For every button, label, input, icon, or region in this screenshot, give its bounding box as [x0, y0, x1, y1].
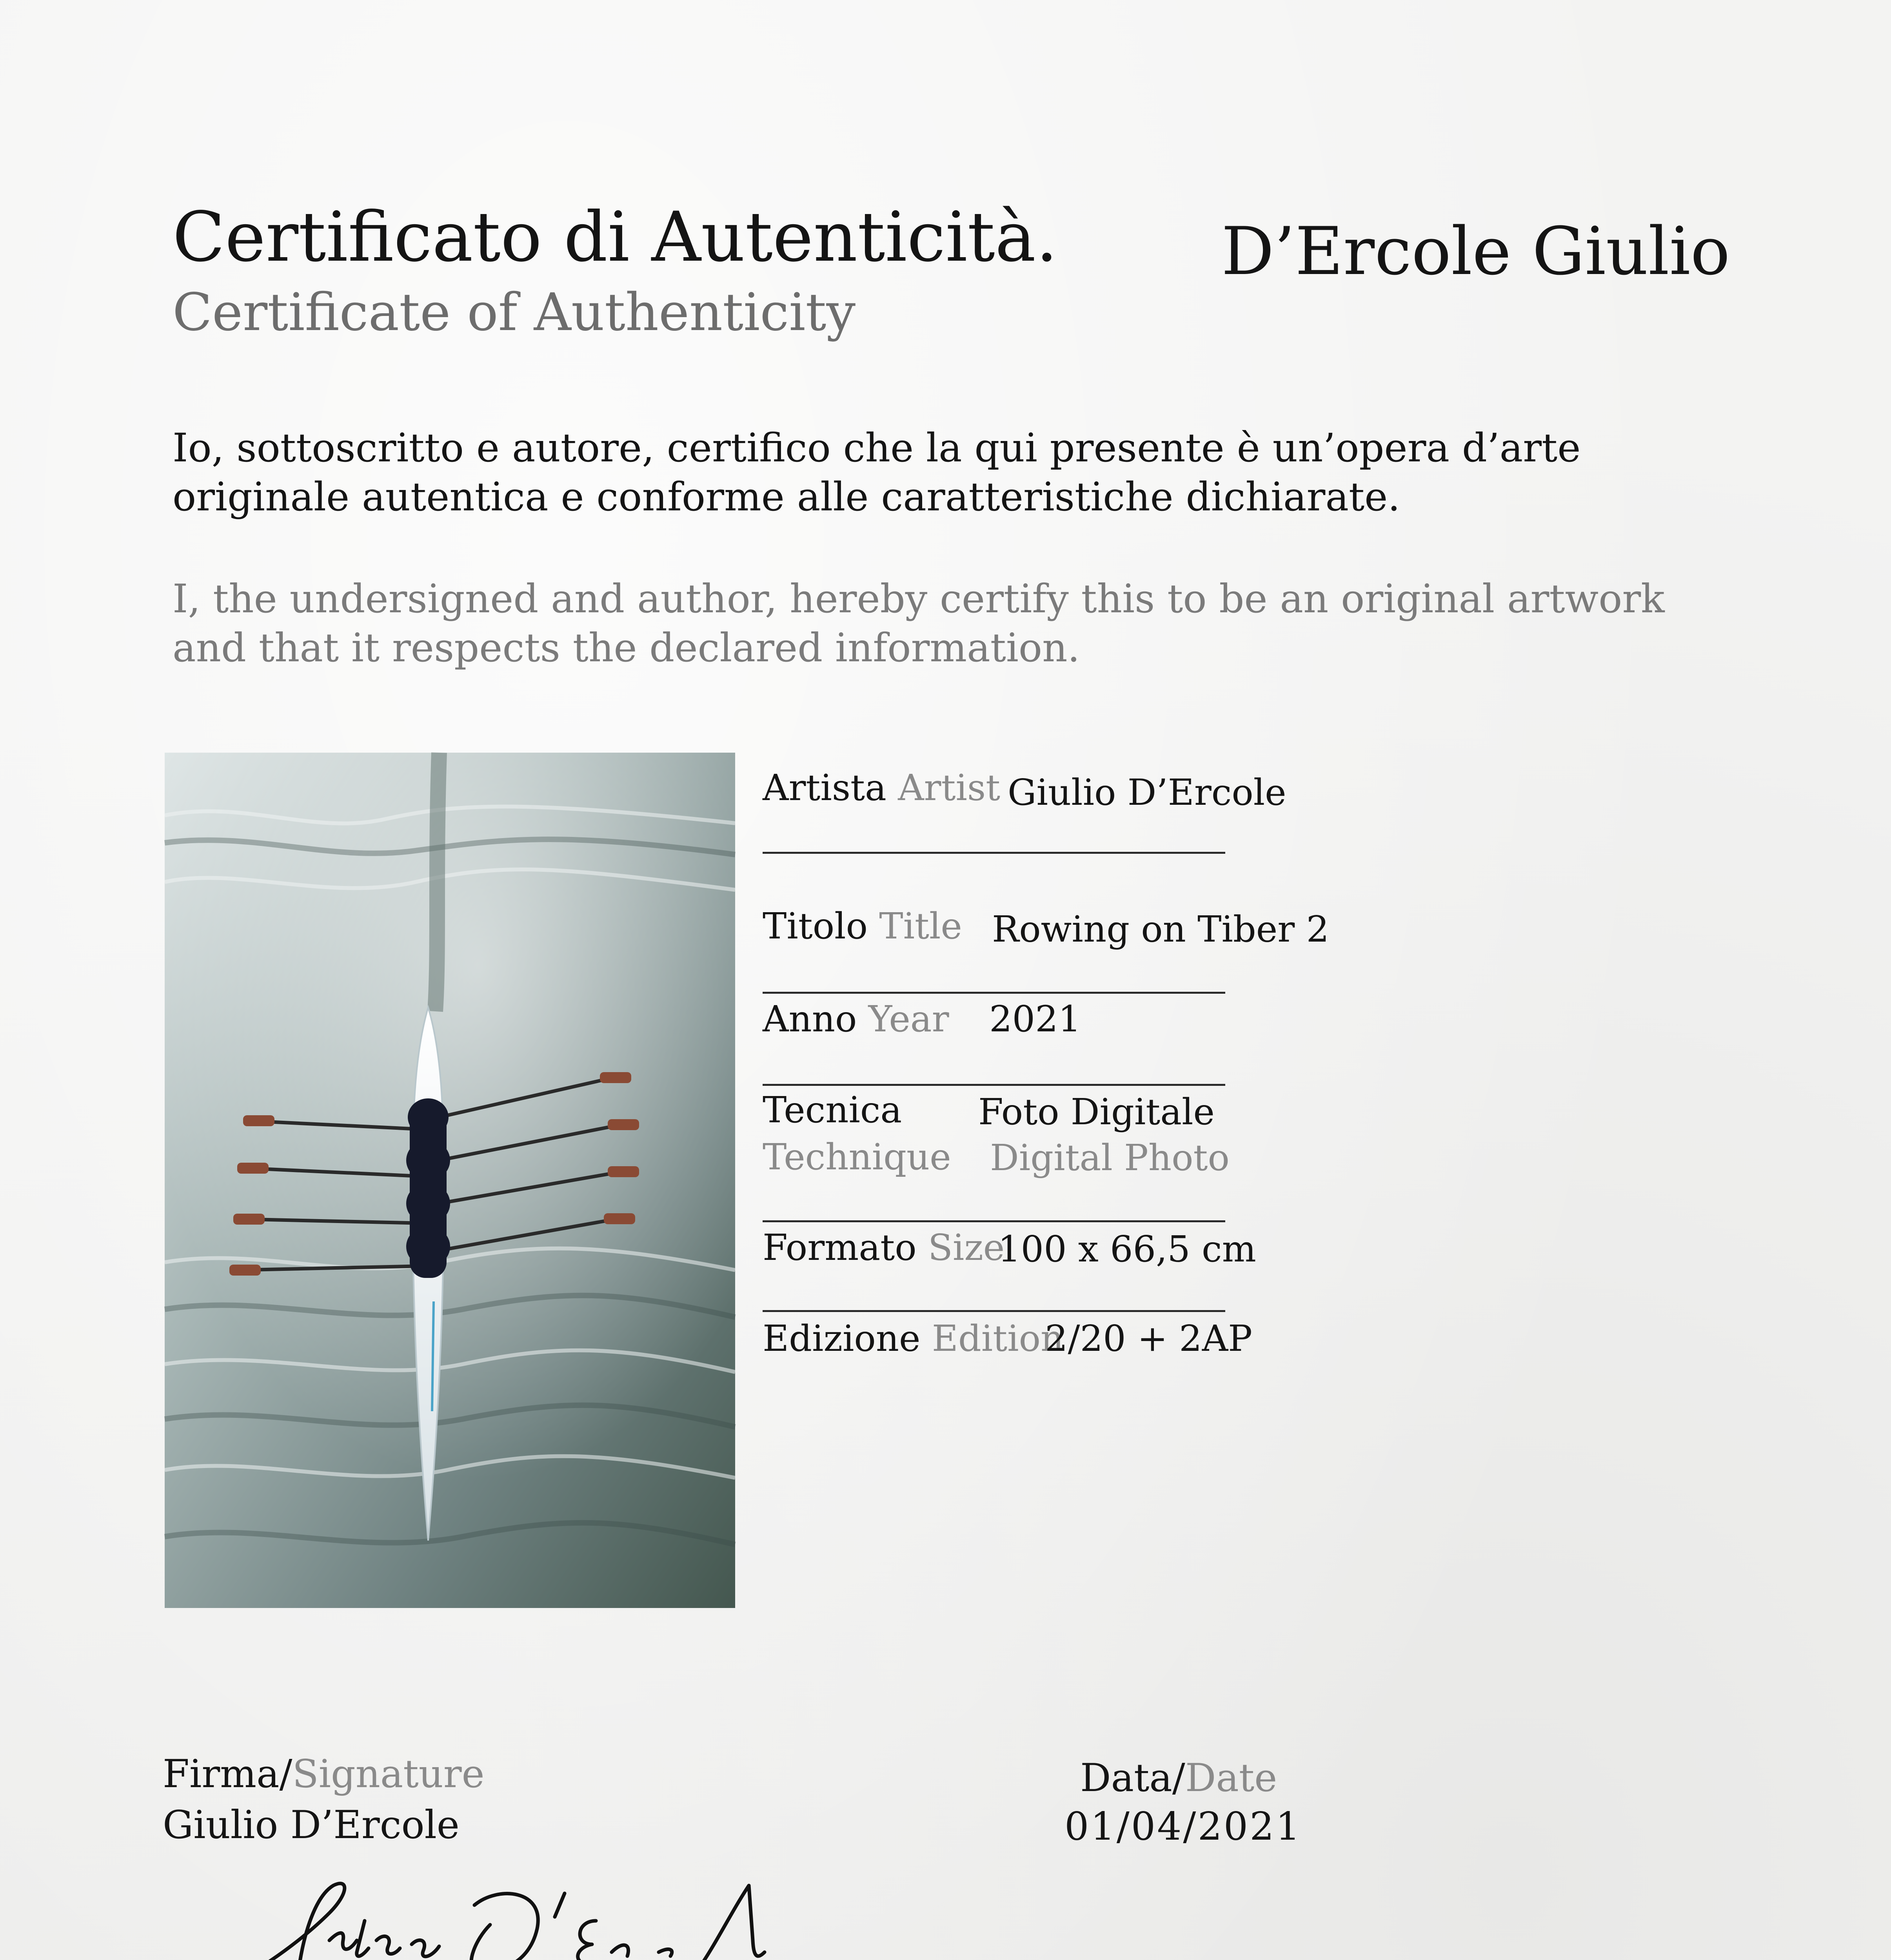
detail-divider	[763, 1310, 1225, 1312]
year-label: Anno	[763, 998, 857, 1040]
title-label: Titolo	[763, 905, 868, 947]
size-label: Formato	[763, 1227, 917, 1269]
date-label-italian: Data/	[1080, 1756, 1185, 1800]
edition-value: 2/20 + 2AP	[1045, 1318, 1253, 1359]
year-label-english: Year	[868, 998, 949, 1040]
technique-label: Tecnica	[763, 1089, 902, 1131]
certificate-title: Certificato di Autenticità.	[173, 198, 1058, 277]
detail-row-technique	[763, 1089, 1429, 1132]
detail-divider	[763, 1084, 1225, 1086]
edition-label-english: Edition	[932, 1318, 1064, 1359]
handwritten-signature	[200, 1856, 768, 1960]
detail-divider	[763, 1220, 1225, 1222]
detail-row-size	[763, 1226, 1429, 1269]
rowing-boat-photo	[165, 753, 735, 1608]
technique-label-english: Technique	[763, 1136, 951, 1178]
title-label-english: Title	[879, 905, 962, 947]
detail-row-artist	[763, 766, 1429, 813]
size-label-english: Size	[928, 1227, 1005, 1269]
artist-label-english: Artist	[898, 767, 1001, 809]
certificate-title-english: Certificate of Authenticity	[173, 282, 856, 343]
handwritten-signature-text: Giulio D’Ercole	[200, 1856, 249, 1864]
artist-value: Giulio D’Ercole	[1008, 771, 1286, 813]
title-value: Rowing on Tiber 2	[992, 908, 1329, 950]
technique-value: Foto Digitale	[978, 1091, 1215, 1133]
detail-divider	[763, 852, 1225, 854]
edition-label: Edizione	[763, 1318, 921, 1359]
date-value: 01/04/2021	[1064, 1804, 1302, 1849]
technique-value-english: Digital Photo	[990, 1137, 1230, 1179]
signature-label	[163, 1751, 485, 1798]
signature-label-english: Signature	[292, 1752, 485, 1797]
date-label-english: Date	[1185, 1756, 1277, 1800]
detail-row-title	[763, 905, 1429, 948]
artist-label: Artista	[763, 767, 886, 809]
intro-statement-english: I, the undersigned and author, hereby certify this to be an original artwork and that it respects the declared information.	[173, 576, 1665, 671]
detail-divider	[763, 992, 1225, 994]
signer-name: Giulio D’Ercole	[163, 1803, 460, 1847]
signature-label-italian: Firma/	[163, 1752, 292, 1797]
size-value: 100 x 66,5 cm	[998, 1228, 1256, 1270]
detail-row-edition	[763, 1317, 1429, 1360]
detail-row-year	[763, 998, 1429, 1041]
author-name-heading: D’Ercole Giulio	[1221, 213, 1730, 290]
year-value: 2021	[989, 998, 1081, 1040]
intro-statement-italian: Io, sottoscritto e autore, certifico che la qui presente è un’opera d’arte originale autentica e conforme alle caratteristiche dichiarate.	[173, 425, 1581, 520]
date-label	[1080, 1755, 1277, 1802]
detail-row-technique-english	[763, 1136, 1429, 1179]
